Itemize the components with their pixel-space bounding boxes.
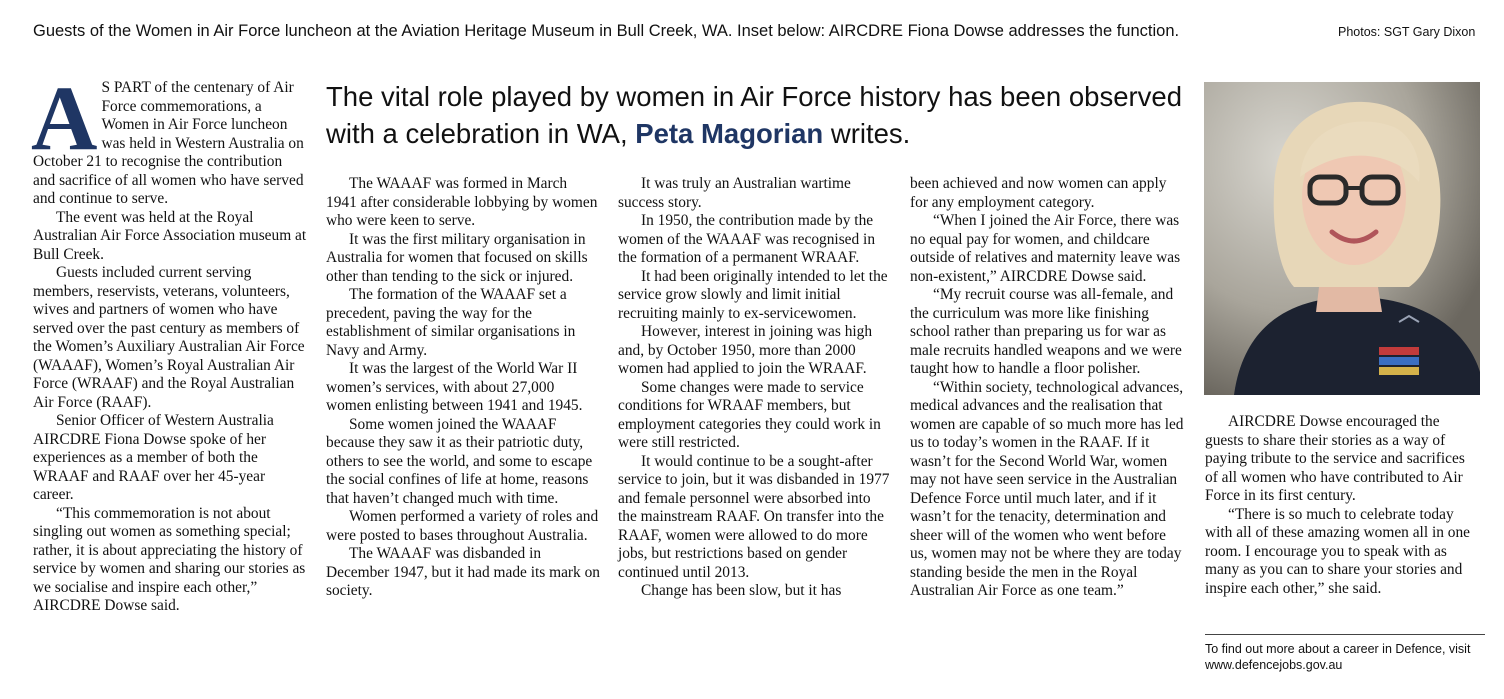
headline <box>326 78 1196 152</box>
defence-careers-footnote <box>1205 634 1485 673</box>
paragraph: “Within society, technological advances, medical advances and the realisation that women are capable of so much more has led us to today’s women in the RAAF. If it wasn’t for the Second World War, women may not have seen service in the Australian Defence Force until much later, and if it wasn’t for the tenacity, determination and sheer will of the women who went before us, women may not be where they are today standing beside the men in the Royal Australian Air Force as one team.” <box>910 378 1184 599</box>
photo-credit: Photos: SGT Gary Dixon <box>1338 25 1476 39</box>
paragraph: The formation of the WAAAF set a precedent, paving the way for the establishment of similar organisations in Navy and Army. <box>326 286 576 359</box>
paragraph: AIRCDRE Dowse encouraged the guests to share their stories as a way of paying tribute to the service and sacrifices of all women who have contributed to Air Force in its first century. <box>1205 413 1465 504</box>
paragraph: Guests included current serving members, reservists, veterans, volunteers, wives and partners of women who have served over the past century as members of the Women’s Auxiliary Australian Air Force (WAAAF), Women’s Royal Australian Air Force (WRAAF) and the Royal Australian Air Force (RAAF). <box>33 264 305 411</box>
article-column-3 <box>618 175 892 601</box>
article-column-4 <box>910 175 1184 601</box>
headline-text: The vital role played by women in Air Force history has been observed with a celebration in WA, <box>326 81 1182 149</box>
paragraph: Some women joined the WAAAF because they saw it as their patriotic duty, others to see the world, and some to escape the social confines of life at home, reasons that haven’t changed much with time. <box>326 415 593 507</box>
paragraph: “There is so much to celebrate today with all of these amazing women all in one room. I encourage you to speak with as many as you can to share your stories and inspire each other,” she said. <box>1205 505 1470 597</box>
portrait-photo <box>1204 82 1480 395</box>
paragraph: It was the largest of the World War II women’s services, with about 27,000 women enlisting between 1941 and 1945. <box>326 360 583 414</box>
portrait-illustration <box>1204 82 1480 395</box>
paragraph: The WAAAF was formed in March 1941 after considerable lobbying by women who were keen to serve. <box>326 175 598 229</box>
paragraph: S PART of the centenary of Air Force commemorations, a Women in Air Force luncheon was held in Western Australia on October 21 to recognise the contribution and sacrifice of all women who have served and continue to serve. <box>33 79 304 207</box>
headline-author: Peta Magorian <box>635 118 824 149</box>
paragraph: It had been originally intended to let the service grow slowly and limit initial recruiting mainly to ex-servicewomen. <box>618 267 888 322</box>
paragraph: The WAAAF was disbanded in December 1947, but it had made its mark on society. <box>326 545 600 599</box>
paragraph: Change has been slow, but it has <box>641 582 842 599</box>
footnote-text: To find out more about a career in Defence, visit <box>1205 642 1471 656</box>
paragraph: In 1950, the contribution made by the women of the WAAAF was recognised in the formation of a permanent WRAAF. <box>618 212 876 266</box>
paragraph: “This commemoration is not about singling out women as something special; rather, it is about appreciating the history of service by women and sharing our stories as we socialise and inspire each other,” AIRCDRE Dowse said. <box>33 504 306 614</box>
paragraph: However, interest in joining was high and, by October 1950, more than 2000 women had applied to join the WRAAF. <box>618 323 873 377</box>
paragraph: It would continue to be a sought-after service to join, but it was disbanded in 1977 and female personnel were absorbed into the mainstream RAAF. On transfer into the RAAF, women were allowed to do more jobs, but restrictions based on gender continued until 2013. <box>618 452 890 581</box>
paragraph: “When I joined the Air Force, there was no equal pay for women, and childcare outside of relatives and maternity leave was non-existent,” AIRCDRE Dowse said. <box>910 212 1181 285</box>
paragraph: The event was held at the Royal Australian Air Force Association museum at Bull Creek. <box>33 208 307 263</box>
paragraph: Senior Officer of Western Australia AIRCDRE Fiona Dowse spoke of her experiences as a member of both the WRAAF and RAAF over her 45-year career. <box>33 412 274 503</box>
article-column-2 <box>326 175 600 601</box>
paragraph: “My recruit course was all-female, and the curriculum was more like finishing school rather than preparing us for war as male recruits handled weapons and we were taught how to handle a floor polisher. <box>910 286 1182 377</box>
paragraph: Women performed a variety of roles and were posted to bases throughout Australia. <box>326 508 599 544</box>
paragraph: It was the first military organisation in Australia for women that focused on skills other than tending to the sick or injured. <box>326 230 588 285</box>
article-column-1 <box>31 67 307 616</box>
paragraph: Some changes were made to service conditions for WRAAF members, but employment categories they could work in were still restricted. <box>618 378 881 451</box>
defence-jobs-link[interactable]: www.defencejobs.gov.au <box>1205 658 1343 672</box>
paragraph: been achieved and now women can apply for any employment category. <box>910 175 1167 211</box>
drop-cap: A <box>31 67 98 169</box>
paragraph: It was truly an Australian wartime success story. <box>618 175 851 211</box>
photo-caption: Guests of the Women in Air Force luncheon at the Aviation Heritage Museum in Bull Creek, WA. Inset below: AIRCDRE Fiona Dowse addresses the function. <box>33 22 1180 40</box>
headline-suffix: writes. <box>830 118 911 149</box>
article-column-5 <box>1205 413 1481 598</box>
